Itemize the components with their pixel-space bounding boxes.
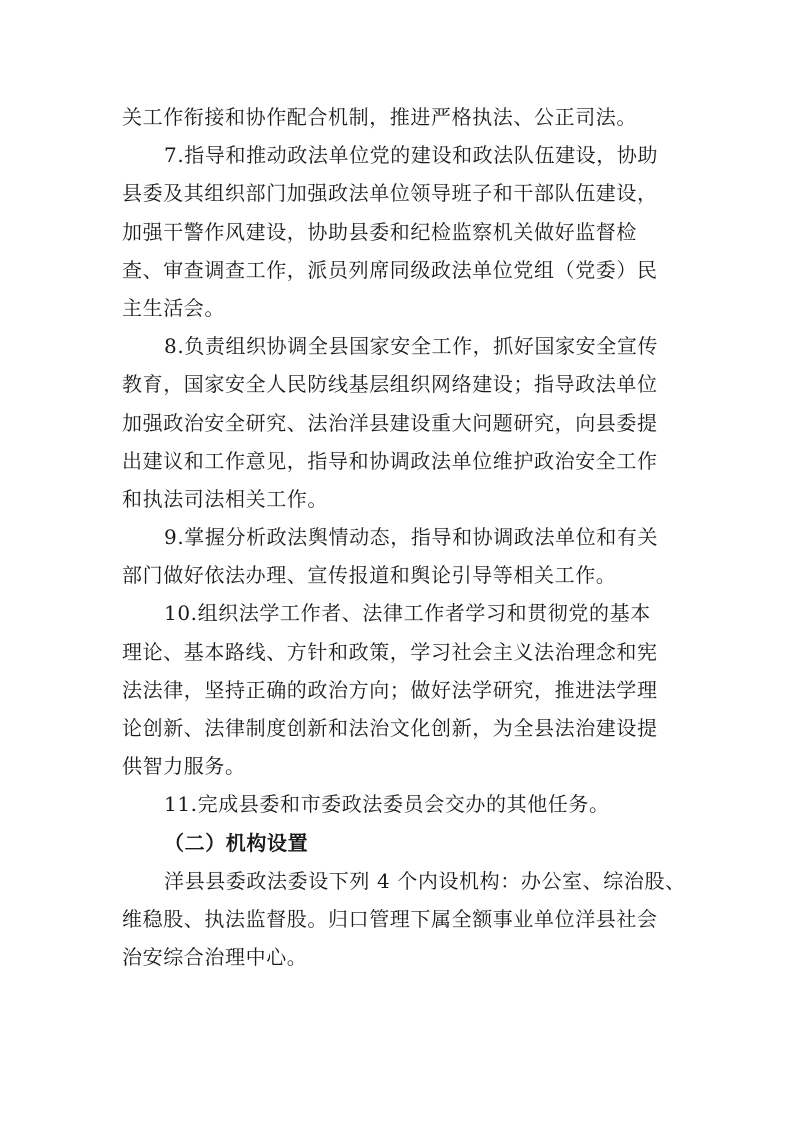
text-line: 7.指导和推动政法单位党的建设和政法队伍建设，协助: [164, 143, 659, 168]
text-line: 主生活会。: [122, 295, 225, 320]
text-line: 出建议和工作意见，指导和协调政法单位维护政治安全工作: [122, 448, 658, 473]
text-line: 加强政治安全研究、法治洋县建设重大问题研究，向县委提: [122, 410, 658, 435]
document-body: [122, 98, 686, 976]
text-line: 关工作衔接和协作配合机制，推进严格执法、公正司法。: [122, 105, 637, 129]
text-line: 治安综合治理中心。: [122, 945, 308, 970]
text-line: 和执法司法相关工作。: [122, 486, 328, 511]
text-line: 供智力服务。: [122, 754, 246, 779]
text-line: 10.组织法学工作者、法律工作者学习和贯彻党的基本: [164, 601, 651, 626]
text-line: 论创新、法律制度创新和法治文化创新，为全县法治建设提: [122, 716, 658, 740]
text-line: 洋县县委政法委设下列 4 个内设机构：办公室、综治股、: [164, 868, 686, 893]
text-line: 理论、基本路线、方针和政策，学习社会主义法治理念和宪: [122, 639, 658, 664]
text-line: 县委及其组织部门加强政法单位领导班子和干部队伍建设，: [122, 181, 658, 206]
text-line: 维稳股、执法监督股。归口管理下属全额事业单位洋县社会: [122, 906, 658, 931]
text-line: 教育，国家安全人民防线基层组织网络建设；指导政法单位: [122, 372, 658, 397]
text-line: 法法律，坚持正确的政治方向；做好法学研究，推进法学理: [122, 677, 658, 702]
text-line: 9.掌握分析政法舆情动态，指导和协调政法单位和有关: [164, 525, 659, 550]
text-line: 8.负责组织协调全县国家安全工作，抓好国家安全宣传: [164, 334, 659, 359]
text-line: 部门做好依法办理、宣传报道和舆论引导等相关工作。: [122, 563, 617, 588]
text-line: 加强干警作风建设，协助县委和纪检监察机关做好监督检: [122, 219, 637, 244]
text-line: 查、审查调查工作，派员列席同级政法单位党组（党委）民: [122, 257, 658, 282]
section-heading: （二）机构设置: [164, 830, 309, 855]
text-line: 11.完成县委和市委政法委员会交办的其他任务。: [164, 792, 610, 817]
